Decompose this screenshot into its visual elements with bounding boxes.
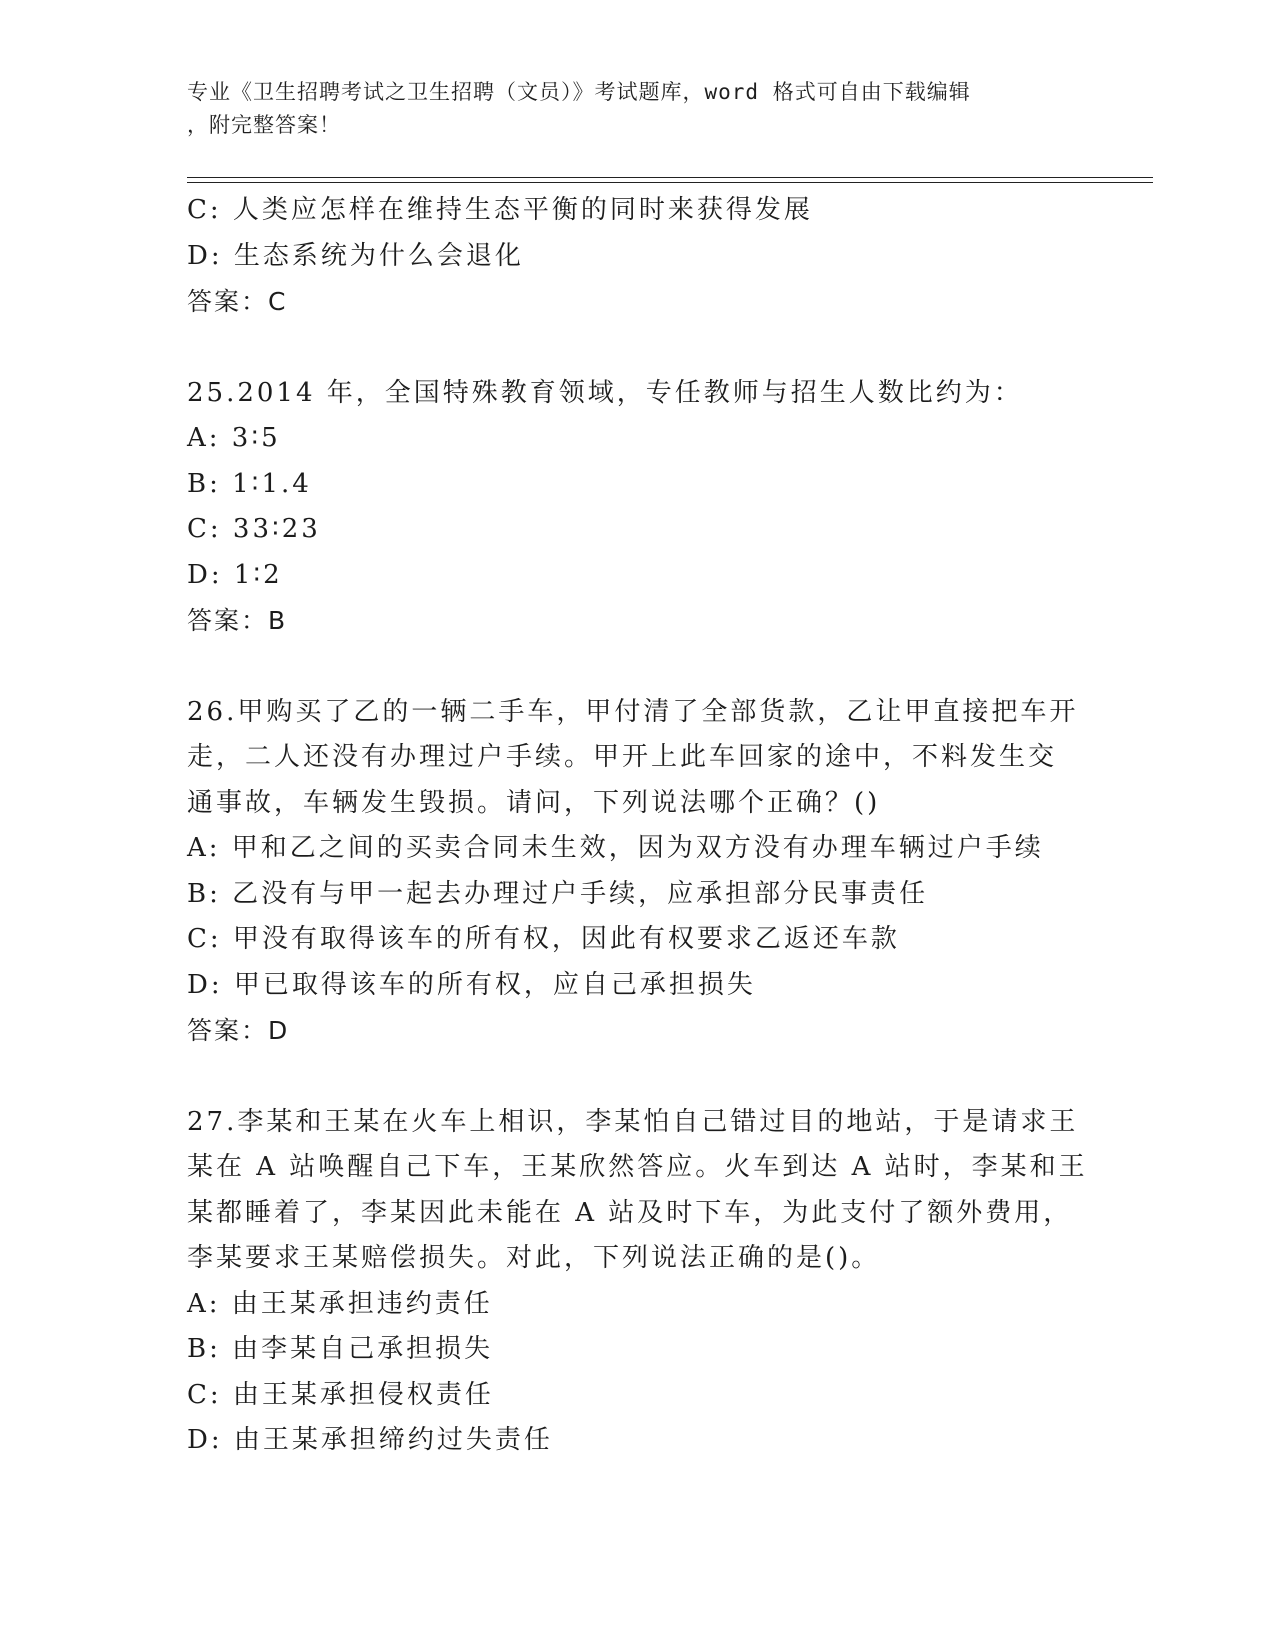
header-line-2: ，附完整答案！ xyxy=(187,113,341,137)
question-27-line: 李某要求王某赔偿损失。对此，下列说法正确的是()。 xyxy=(187,1243,881,1273)
option-d: D: 生态系统为什么会退化 xyxy=(187,240,524,271)
option-c: C: 人类应怎样在维持生态平衡的同时来获得发展 xyxy=(187,195,813,225)
question-27-block xyxy=(187,1100,1087,1464)
question-26-block xyxy=(187,690,1087,1054)
question-27-line: 某在 A 站唤醒自己下车，王某欣然答应。火车到达 A 站时，李某和王 xyxy=(187,1152,1088,1182)
option-c: C: 甲没有取得该车的所有权，因此有权要求乙返还车款 xyxy=(187,924,900,954)
option-c: C: 由王某承担侵权责任 xyxy=(187,1379,494,1410)
header-divider-bottom xyxy=(187,182,1153,183)
option-a: A: 甲和乙之间的买卖合同未生效，因为双方没有办理车辆过户手续 xyxy=(187,833,1044,863)
option-b: B: 乙没有与甲一起去办理过户手续，应承担部分民事责任 xyxy=(187,878,929,909)
answer-text: 答案：B xyxy=(187,606,288,635)
option-a: A: 由王某承担违约责任 xyxy=(187,1288,493,1319)
question-27-line: 某都睡着了，李某因此未能在 A 站及时下车，为此支付了额外费用， xyxy=(187,1197,1073,1228)
question-25-block xyxy=(187,371,1087,644)
question-27-line: 27.李某和王某在火车上相识，李某怕自己错过目的地站，于是请求王 xyxy=(187,1106,1079,1137)
option-d: D: 1∶2 xyxy=(187,559,283,590)
spacer xyxy=(187,644,1087,690)
answer-text: 答案：C xyxy=(187,287,288,316)
question-25-text: 25.2014 年，全国特殊教育领域，专任教师与招生人数比约为： xyxy=(187,377,1023,408)
question-content xyxy=(187,188,1087,1464)
option-d: D: 甲已取得该车的所有权，应自己承担损失 xyxy=(187,969,756,1000)
option-a: A: 3∶5 xyxy=(187,423,281,453)
document-header xyxy=(187,76,1067,142)
question-26-line: 26.甲购买了乙的一辆二手车，甲付清了全部货款，乙让甲直接把车开 xyxy=(187,696,1079,727)
question-26-line: 通事故，车辆发生毁损。请问，下列说法哪个正确？() xyxy=(187,787,881,818)
spacer xyxy=(187,1054,1087,1100)
header-divider-top xyxy=(187,177,1153,178)
answer-text: 答案：D xyxy=(187,1016,290,1045)
option-b: B: 由李某自己承担损失 xyxy=(187,1334,494,1364)
previous-question-block xyxy=(187,188,1087,325)
option-c: C: 33∶23 xyxy=(187,514,321,544)
header-line-1: 专业《卫生招聘考试之卫生招聘（文员）》考试题库，word 格式可自由下载编辑 xyxy=(187,80,971,104)
question-26-line: 走，二人还没有办理过户手续。甲开上此车回家的途中，不料发生交 xyxy=(187,742,1058,772)
option-b: B: 1∶1.4 xyxy=(187,468,312,499)
option-d: D: 由王某承担缔约过失责任 xyxy=(187,1425,553,1455)
spacer xyxy=(187,325,1087,371)
